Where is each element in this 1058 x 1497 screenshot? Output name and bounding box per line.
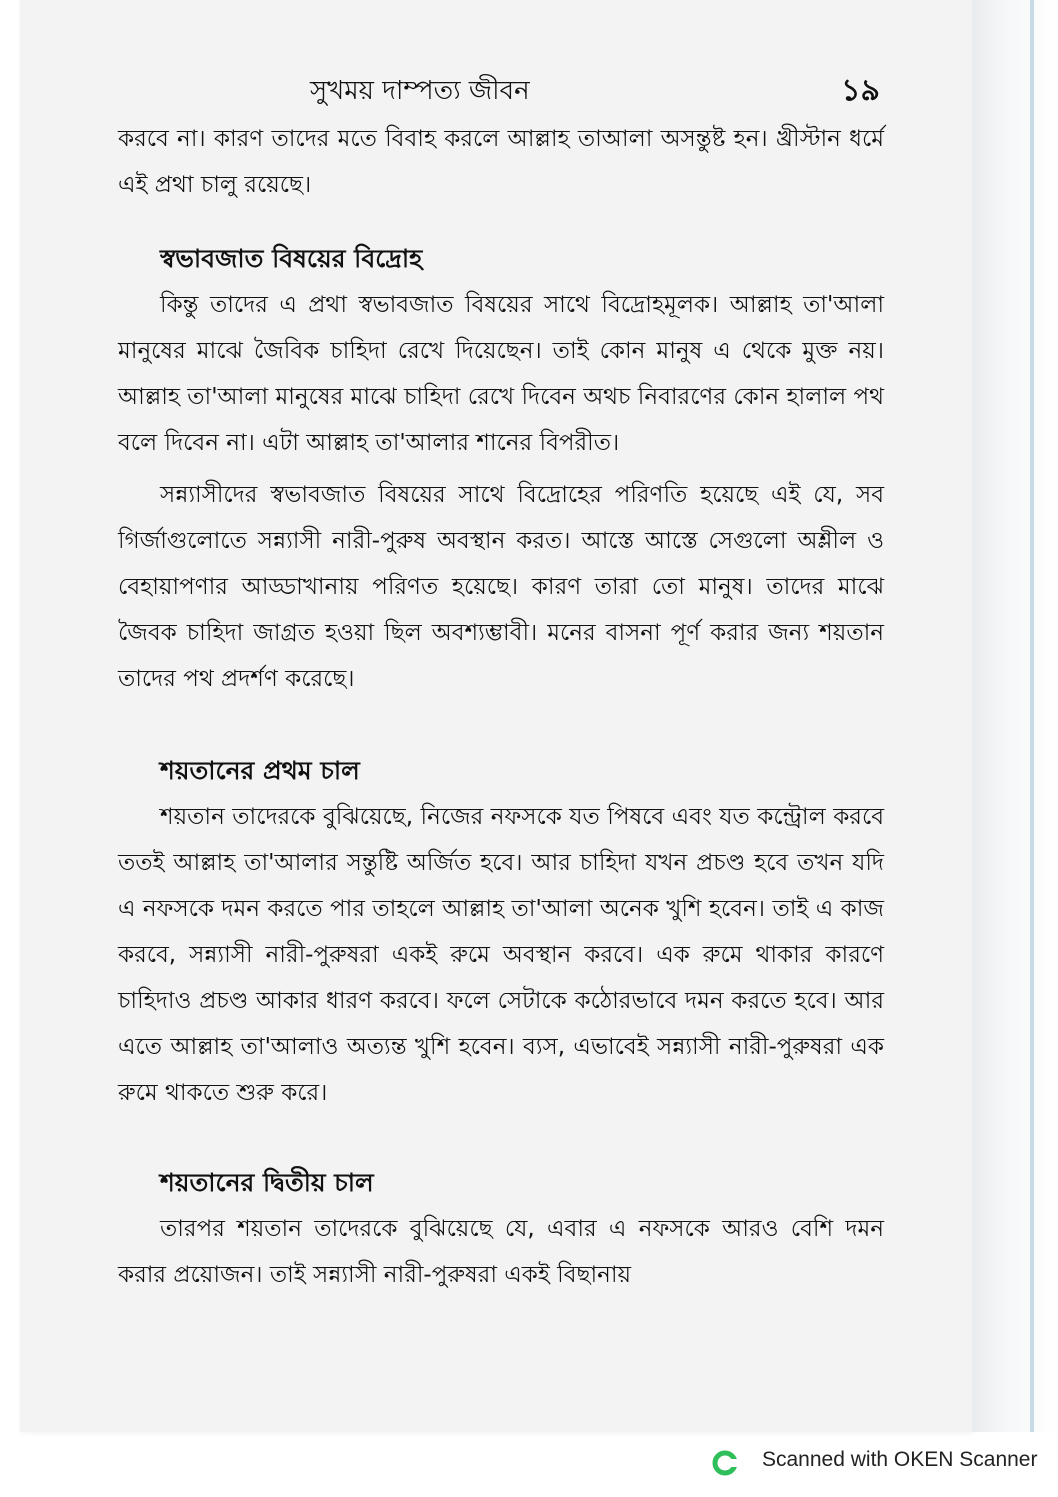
oken-scanner-logo-icon: [712, 1450, 738, 1476]
section-1-paragraph-2: সন্ন্যাসীদের স্বভাবজাত বিষয়ের সাথে বিদ্রোহের পরিণতি হয়েছে এই যে, সব গির্জাগুলোতে সন্ন্যাসী নারী-পুরুষ অবস্থান করত। আস্তে আস্তে সেগুলো অশ্লীল ও বেহায়াপণার আড্ডাখানায় পরিণত হয়েছে। কারণ তারা তো মানুষ। তাদের মাঝে জৈবক চাহিদা জাগ্রত হওয়া ছিল অবশ্যম্ভাবী। মনের বাসনা পূর্ণ করার জন্য শয়তান তাদের পথ প্রদর্শণ করেছে।: [118, 482, 884, 692]
section-1-paragraph-1: কিন্তু তাদের এ প্রথা স্বভাবজাত বিষয়ের সাথে বিদ্রোহমূলক। আল্লাহ তা'আলা মানুষের মাঝে জৈবিক চাহিদা রেখে দিয়েছেন। তাই কোন মানুষ এ থেকে মুক্ত নয়। আল্লাহ তা'আলা মানুষের মাঝে চাহিদা রেখে দিবেন অথচ নিবারণের কোন হালাল পথ বলে দিবেন না। এটা আল্লাহ তা'আলার শানের বিপরীত।: [118, 292, 884, 456]
page-body: [118, 116, 884, 1298]
scanner-label: Scanned with OKEN Scanner: [762, 1448, 1038, 1471]
page-header: [120, 66, 880, 114]
scanner-footer: [706, 1442, 1046, 1482]
running-title: সুখময় দাম্পত্য জীবন: [310, 76, 530, 106]
section-heading-2: শয়তানের প্রথম চাল: [160, 756, 360, 785]
section-2-paragraph-1: শয়তান তাদেরকে বুঝিয়েছে, নিজের নফসকে যত পিষবে এবং যত কন্ট্রোল করবে ততই আল্লাহ তা'আলার সন্তুষ্টি অর্জিত হবে। আর চাহিদা যখন প্রচণ্ড হবে তখন যদি এ নফসকে দমন করতে পার তাহলে আল্লাহ তা'আলা অনেক খুশি হবেন। তাই এ কাজ করবে, সন্ন্যাসী নারী-পুরুষরা একই রুমে অবস্থান করবে। এক রুমে থাকার কারণে চাহিদাও প্রচণ্ড আকার ধারণ করবে। ফলে সেটাকে কঠোরভাবে দমন করতে হবে। আর এতে আল্লাহ তা'আলাও অত্যন্ত খুশি হবেন। ব্যস, এভাবেই সন্ন্যাসী নারী-পুরুষরা এক রুমে থাকতে শুরু করে।: [118, 804, 884, 1106]
section-3-paragraph-1: তারপর শয়তান তাদেরকে বুঝিয়েছে যে, এবার এ নফসকে আরও বেশি দমন করার প্রয়োজন। তাই সন্ন্যাসী নারী-পুরুষরা একই বিছানায়: [118, 1216, 884, 1288]
page-edge-line: [1030, 0, 1034, 1432]
intro-paragraph: করবে না। কারণ তাদের মতে বিবাহ করলে আল্লাহ তাআলা অসন্তুষ্ট হন। খ্রীস্টান ধর্মে এই প্রথা চালু রয়েছে।: [118, 126, 884, 198]
page-edge: [972, 0, 1058, 1432]
section-heading-1: স্বভাবজাত বিষয়ের বিদ্রোহ: [160, 244, 423, 273]
section-heading-3: শয়তানের দ্বিতীয় চাল: [160, 1168, 374, 1197]
page-number: ১৯: [841, 73, 880, 108]
